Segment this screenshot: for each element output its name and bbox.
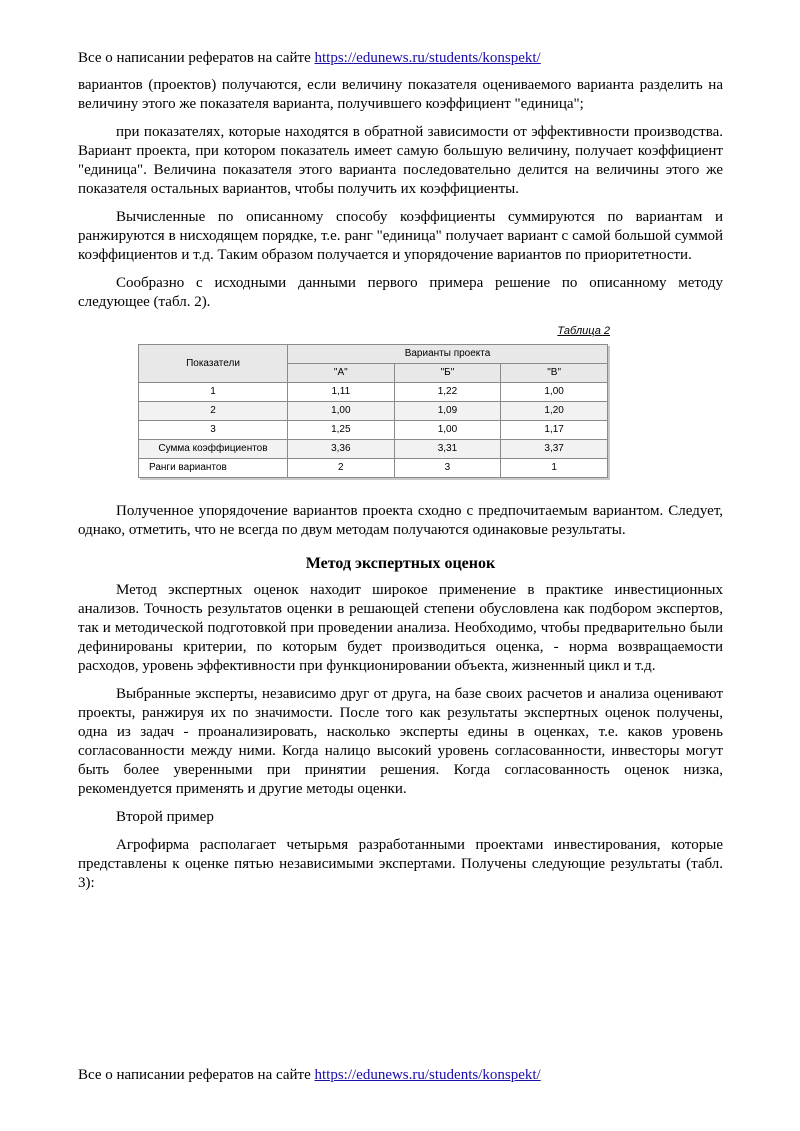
cell: 3: [394, 459, 501, 478]
table-header-indicators: Показатели: [139, 345, 288, 383]
cell: 1,22: [394, 383, 501, 402]
cell: 1,25: [288, 421, 395, 440]
paragraph: Агрофирма располагает четырьмя разработанными проектами инвестирования, которые представлены к оценке пятью независимыми экспертами. Получены следующие результаты (табл. 3):: [78, 837, 723, 891]
paragraph: Вычисленные по описанному способу коэффициенты суммируются по вариантам и ранжируются в нисходящем порядке, т.е. ранг "единица" получает вариант с самой большой суммой коэффициентов и т.д. Таким образом получается и упорядочение вариантов по приоритетности.: [78, 209, 723, 263]
variant-b-header: "Б": [394, 364, 501, 383]
cell: 1,00: [288, 402, 395, 421]
paragraph: Выбранные эксперты, независимо друг от друга, на базе своих расчетов и анализа оценивают проекты, ранжируя их по значимости. После того как результаты экспертных оценок получены, одна из задач - проанализировать, насколько эксперты едины в оценках, т.е. каков уровень согласованности между ними. Когда налицо высокий уровень согласованности, инвесторы могут быть более уверенными при принятии решения. Когда согласованность оценок низка, рекомендуется применять и другие методы оценки.: [78, 686, 723, 797]
row-label: Сумма коэффициентов: [139, 440, 288, 459]
footer-link[interactable]: https://edunews.ru/students/konspekt/: [314, 1067, 541, 1083]
cell: 3,36: [288, 440, 395, 459]
cell: 1,09: [394, 402, 501, 421]
cell: 1,20: [501, 402, 608, 421]
cell: 1: [501, 459, 608, 478]
header-link[interactable]: https://edunews.ru/students/konspekt/: [314, 50, 541, 66]
paragraph: Метод экспертных оценок находит широкое применение в практике инвестиционных анализов. Точность результатов оценки в решающей степени обусловлена как подбором экспертов, так и методической подготовкой при проведении анализа. Необходимо, чтобы предварительно были дефинированы критерии, по которым будет производиться оценка, - норма возвращаемости расходов, уровень эффективности при функционировании объекта, жизненный цикл и т.д.: [78, 582, 723, 674]
paragraph: вариантов (проектов) получаются, если величину показателя оцениваемого варианта разделить на величину этого же показателя варианта, получившего коэффициент "единица";: [78, 77, 723, 112]
cell: 3,31: [394, 440, 501, 459]
cell: 1,11: [288, 383, 395, 402]
cell: 2: [288, 459, 395, 478]
table-header-variants: Варианты проекта: [288, 345, 608, 364]
section-title: Метод экспертных оценок: [305, 555, 496, 572]
table-row: [139, 402, 608, 421]
table-caption: Таблица 2: [557, 325, 610, 337]
table-row: [139, 383, 608, 402]
cell: 1,17: [501, 421, 608, 440]
table-row: [139, 421, 608, 440]
page-header: [78, 48, 541, 68]
cell: 1,00: [394, 421, 501, 440]
row-label: Ранги вариантов: [139, 459, 288, 478]
table-row: [139, 440, 608, 459]
row-label: 2: [139, 402, 288, 421]
coefficients-table: [138, 344, 608, 478]
variant-a-header: "А": [288, 364, 395, 383]
paragraph: при показателях, которые находятся в обратной зависимости от эффективности производства. Вариант проекта, при котором показатель имеет самую большую величину, получает коэффициент "единица". Величина показателя этого варианта последовательно делится на величины этого же показателя остальных вариантов, чтобы получить их коэффициенты.: [78, 124, 723, 197]
variant-c-header: "В": [501, 364, 608, 383]
cell: 3,37: [501, 440, 608, 459]
footer-text: Все о написании рефератов на сайте: [78, 1067, 311, 1083]
paragraph: Полученное упорядочение вариантов проекта сходно с предпочитаемым вариантом. Следует, однако, отметить, что не всегда по двум методам получаются одинаковые результаты.: [78, 503, 723, 538]
header-text: Все о написании рефератов на сайте: [78, 50, 311, 66]
paragraph: Второй пример: [116, 809, 214, 825]
cell: 1,00: [501, 383, 608, 402]
page-footer: [78, 1065, 541, 1085]
paragraph: Сообразно с исходными данными первого примера решение по описанному методу следующее (табл. 2).: [78, 275, 723, 310]
row-label: 1: [139, 383, 288, 402]
table-row: [139, 459, 608, 478]
row-label: 3: [139, 421, 288, 440]
document-body: [78, 76, 723, 902]
